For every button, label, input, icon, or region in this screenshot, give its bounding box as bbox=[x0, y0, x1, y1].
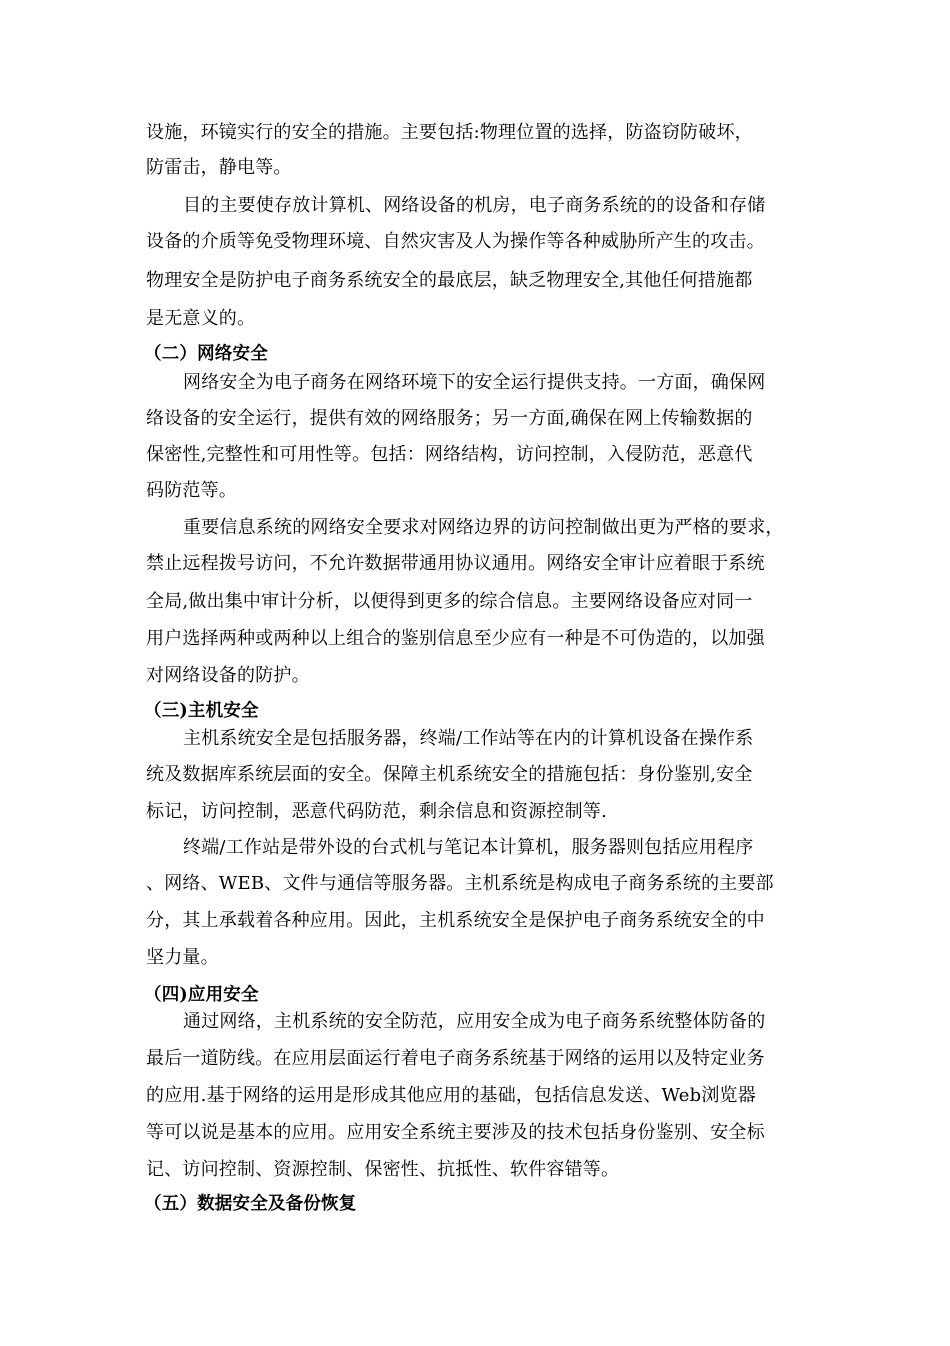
paragraph-line: 坚力量。 bbox=[146, 947, 219, 968]
paragraph-line: 保密性,完整性和可用性等。包括：网络结构，访问控制，入侵防范，恶意代 bbox=[146, 444, 753, 465]
paragraph-line: 的应用.基于网络的运用是形成其他应用的基础，包括信息发送、Web浏览器 bbox=[146, 1085, 756, 1106]
section-heading: （四)应用安全 bbox=[144, 985, 259, 1005]
paragraph-line: 网络安全为电子商务在网络环境下的安全运行提供支持。一方面，确保网 bbox=[183, 372, 766, 393]
paragraph-line: 通过网络，主机系统的安全防范，应用安全成为电子商务系统整体防备的 bbox=[183, 1011, 766, 1032]
paragraph-line: 络设备的安全运行，提供有效的网络服务；另一方面,确保在网上传输数据的 bbox=[146, 408, 753, 429]
section-heading: （二）网络安全 bbox=[144, 344, 268, 364]
paragraph-line: 分，其上承载着各种应用。因此，主机系统安全是保护电子商务系统安全的中 bbox=[146, 910, 765, 931]
paragraph-line: 码防范等。 bbox=[146, 480, 237, 501]
paragraph-line: 对网络设备的防护。 bbox=[146, 665, 310, 686]
section-heading: （五）数据安全及备份恢复 bbox=[144, 1194, 357, 1214]
paragraph-line: 目的主要使存放计算机、网络设备的机房，电子商务系统的的设备和存储 bbox=[183, 195, 766, 216]
paragraph-line: 记、访问控制、资源控制、保密性、抗抵性、软件容错等。 bbox=[146, 1159, 620, 1180]
paragraph-line: 等可以说是基本的应用。应用安全系统主要涉及的技术包括身份鉴别、安全标 bbox=[146, 1122, 765, 1143]
paragraph-line: 设施，环镜实行的安全的措施。主要包括:物理位置的选择，防盗窃防破坏， bbox=[146, 122, 753, 143]
paragraph-line: 物理安全是防护电子商务系统安全的最底层，缺乏物理安全,其他任何措施都 bbox=[146, 270, 753, 291]
section-heading: （三)主机安全 bbox=[144, 701, 259, 721]
paragraph-line: 最后一道防线。在应用层面运行着电子商务系统基于网络的运用以及特定业务 bbox=[146, 1048, 765, 1069]
paragraph-line: 、网络、WEB、文件与通信等服务器。主机系统是构成电子商务系统的主要部 bbox=[146, 873, 774, 894]
paragraph-line: 终端/工作站是带外设的台式机与笔记本计算机，服务器则包括应用程序 bbox=[183, 837, 754, 858]
paragraph-line: 标记，访问控制，恶意代码防范，剩余信息和资源控制等. bbox=[146, 801, 607, 822]
paragraph-line: 全局,做出集中审计分析，以便得到更多的综合信息。主要网络设备应对同一 bbox=[146, 591, 753, 612]
paragraph-line: 统及数据库系统层面的安全。保障主机系统安全的措施包括：身份鉴别,安全 bbox=[146, 764, 753, 785]
paragraph-line: 重要信息系统的网络安全要求对网络边界的访问控制做出更为严格的要求， bbox=[183, 517, 784, 538]
paragraph-line: 禁止远程拨号访问，不允许数据带通用协议通用。网络安全审计应着眼于系统 bbox=[146, 553, 765, 574]
paragraph-line: 防雷击，静电等。 bbox=[146, 157, 292, 178]
paragraph-line: 设备的介质等免受物理环境、自然灾害及人为操作等各种威胁所产生的攻击。 bbox=[146, 231, 765, 252]
paragraph-line: 主机系统安全是包括服务器，终端/工作站等在内的计算机设备在操作系 bbox=[183, 728, 754, 749]
paragraph-line: 用户选择两种或两种以上组合的鉴别信息至少应有一种是不可伪造的，以加强 bbox=[146, 628, 765, 649]
paragraph-line: 是无意义的。 bbox=[146, 308, 256, 329]
